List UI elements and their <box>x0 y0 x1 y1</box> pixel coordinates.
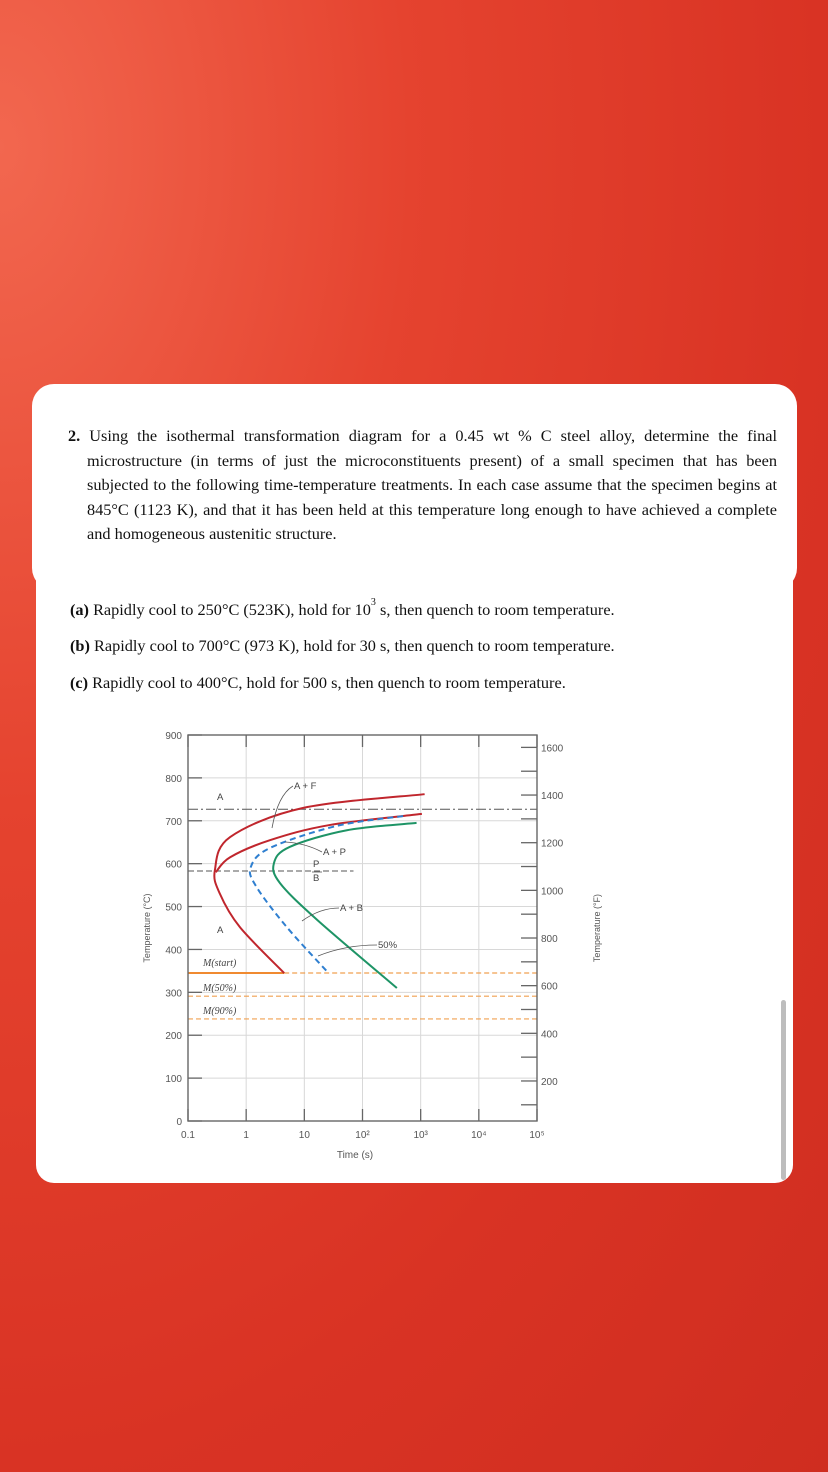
y2-tick-label: 1200 <box>541 838 564 850</box>
x-tick-label: 10² <box>355 1130 370 1141</box>
y-tick-label: 700 <box>165 816 182 828</box>
x-tick-label: 1 <box>243 1130 249 1141</box>
y2-tick-label: 800 <box>541 934 558 946</box>
y-tick-label: 0 <box>176 1117 182 1128</box>
y-tick-label: 600 <box>165 859 182 871</box>
martensite-label: M(90%) <box>203 1006 237 1017</box>
y-tick-label: 100 <box>165 1074 182 1086</box>
annotation-a-plus-b: A + B <box>340 903 363 914</box>
part-text: Rapidly cool to 250°C (523K), hold for 10 <box>93 600 371 619</box>
y-tick-label: 900 <box>165 731 182 742</box>
annotation-p: P <box>313 859 320 870</box>
y2-tick-label: 200 <box>541 1076 558 1088</box>
annotation-austenite-top: A <box>217 792 224 803</box>
x-tick-label: 10 <box>298 1130 310 1141</box>
part-label: (b) <box>70 636 90 655</box>
annotation-austenite-bottom: A <box>217 925 224 936</box>
exponent: 3 <box>370 596 376 608</box>
part-label: (c) <box>70 673 89 692</box>
scrollbar[interactable] <box>781 1000 786 1180</box>
y-tick-label: 500 <box>165 902 182 914</box>
annotation-50-percent: 50% <box>378 940 398 951</box>
y2-tick-label: 1000 <box>541 886 564 898</box>
y2-tick-label: 1600 <box>541 743 564 755</box>
question-number: 2. <box>68 426 81 445</box>
y-tick-label: 800 <box>165 773 182 785</box>
y-tick-label: 400 <box>165 945 182 957</box>
part-label: (a) <box>70 600 89 619</box>
martensite-label: M(50%) <box>203 983 237 994</box>
y2-axis-label: Temperature (°F) <box>592 893 602 963</box>
y-tick-label: 300 <box>165 988 182 1000</box>
x-tick-label: 10³ <box>413 1130 428 1141</box>
annotation-a-plus-p: A + P <box>323 847 346 858</box>
part-text-end: s, then quench to room temperature. <box>375 600 615 619</box>
annotation-b: B <box>313 873 320 884</box>
y2-tick-label: 400 <box>541 1029 558 1041</box>
question-body: Using the isothermal transformation diagram for a 0.45 wt % C steel alloy, determine the final microstructure (in terms of just the microconstituents present) of a small specimen that has been subjected to the following time-temperature treatments. In each case assume that the specimen begins at 845°C (1123 K), and that it has been held at this temperature long enough to have achieved a complete and homogeneous austenitic structure. <box>87 426 777 543</box>
x-tick-label: 0.1 <box>181 1130 195 1141</box>
arrow-a-plus-f <box>272 786 293 828</box>
part-text: Rapidly cool to 400°C, hold for 500 s, then quench to room temperature. <box>92 673 566 692</box>
x-tick-label: 10⁴ <box>471 1130 487 1141</box>
x-tick-label: 10⁵ <box>529 1130 545 1141</box>
y2-tick-label: 1400 <box>541 791 564 803</box>
part-text: Rapidly cool to 700°C (973 K), hold for 30 s, then quench to room temperature. <box>93 636 615 655</box>
y2-tick-label: 600 <box>541 981 558 993</box>
y-tick-label: 200 <box>165 1031 182 1043</box>
y-axis-label: Temperature (°C) <box>142 893 152 963</box>
martensite-label: M(start) <box>203 958 237 969</box>
annotation-a-plus-f: A + F <box>294 781 317 792</box>
x-axis-label: Time (s) <box>336 1150 374 1161</box>
